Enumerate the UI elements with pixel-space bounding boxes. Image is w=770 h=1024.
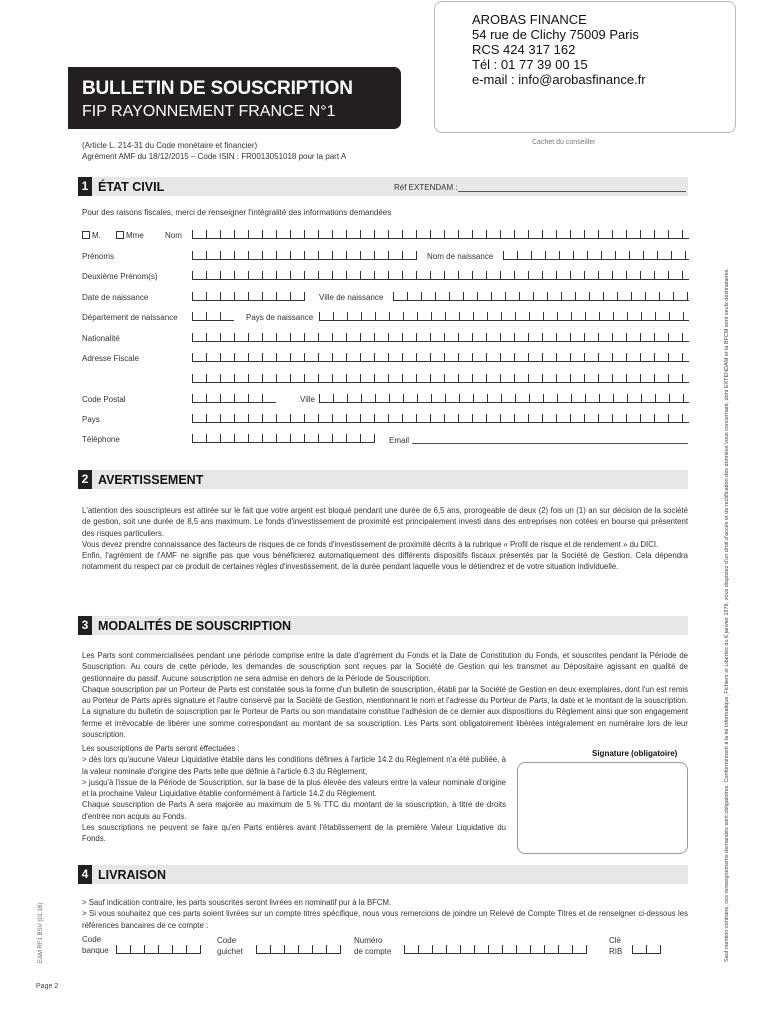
cle-rib-field[interactable] <box>632 945 661 954</box>
email-field[interactable] <box>412 443 688 444</box>
modalites-p1: Les Parts sont commercialisées pendant une période comprise entre la date d'agrément du Fonds et la Date de Constitution du Fonds, et souscrites pendant la Période de Souscription. Au cours de cette période, les demandes de souscription sont reçues par la Société de Gestion qui les transmet au Dépositaire agissant en qualité de gestionnaire du passif. Aucune souscription ne sera admise en dehors de la Période de Souscription. <box>82 651 688 683</box>
section-1-title: ÉTAT CIVIL <box>98 180 165 194</box>
code-postal-label: Code Postal <box>82 395 126 404</box>
pays-naissance-field[interactable] <box>319 312 689 321</box>
modalites-p3: Les souscriptions de Parts seront effectuées : <box>82 744 240 753</box>
modalites-narrow-text <box>82 743 506 845</box>
cle-rib-label-2: RIB <box>609 947 623 956</box>
checkbox-m[interactable] <box>82 231 90 239</box>
nom-label: Nom <box>165 231 182 240</box>
numero-compte-label <box>354 935 391 957</box>
livraison-line-1: > Sauf indication contraire, les parts souscrites seront livrées en nominatif pur à la BFCM. <box>82 898 392 907</box>
nom-field[interactable] <box>192 230 689 239</box>
avertissement-p1: L'attention des souscripteurs est attirée sur le fait que votre argent est bloqué pendant une durée de 6,5 ans, prorogeable de deux (2) fois un (1) an sur décision de la société de gestion, soit une durée de 8,5 ans maximum. Le fonds d'investissement de proximité est principalement investi dans des entreprises non cotées en bourse qui présentent des risques particuliers. <box>82 506 688 538</box>
section-1-band <box>78 177 688 196</box>
section-4-title: LIVRAISON <box>98 868 167 882</box>
code-postal-field[interactable] <box>192 394 276 403</box>
ville-field[interactable] <box>319 394 689 403</box>
cle-rib-label <box>609 935 622 957</box>
date-naissance-field[interactable] <box>192 292 305 301</box>
vertical-legal-note: Sauf mention contraire, ces renseignements demandés sont obligatoires. Conformément à la loi Informatique, Fichiers et Libertés du 6 janvier 1978, vous disposez d'un droit d'accès et de rectification des données vous concernant, dont EXTENDAM et la BFCM sont seuls destinataires. <box>724 268 730 962</box>
adresse-field-1[interactable] <box>192 353 689 362</box>
civility-m-label: M. <box>92 231 101 240</box>
avertissement-p3: Enfin, l'agrément de l'AMF ne signifie pas que vous bénéficierez automatiquement des différents dispositifs fiscaux présentés par la Société de Gestion. Cela dépendra notamment du respect par ce produit de certaines règles d'investissement, de la durée pendant laquelle vous le détiendrez et de votre situation individuelle. <box>82 551 688 572</box>
nationalite-field[interactable] <box>192 333 689 342</box>
section-4-band <box>78 865 688 884</box>
deuxieme-prenom-field[interactable] <box>192 271 689 280</box>
nom-naissance-label: Nom de naissance <box>427 252 494 261</box>
modalites-p5: > jusqu'à l'issue de la Période de Souscription, sur la base de la plus élevée des valeurs entre la valeur nominale d'origine et la prochaine Valeur Liquidative établie conformément à l'article 14.2 du Règlement. <box>82 777 506 799</box>
livraison-line-2: > Si vous souhaitez que ces parts soient livrées sur un compte titres spécifique, nous vous remercions de joindre un Relevé de Compte Titres et de renseigner ci-dessous les références bancaires de ce compte : <box>82 909 688 930</box>
company-rcs: RCS 424 317 162 <box>472 42 576 57</box>
modalites-p6: Chaque souscription de Parts A sera majorée au maximum de 5 % TTC du montant de la souscription, à titre de droits d'entrée non acquis au Fonds. <box>82 800 506 821</box>
code-guichet-label-2: guichet <box>217 947 243 956</box>
prenoms-label: Prénoms <box>82 252 115 261</box>
code-banque-label-2: banque <box>82 946 109 955</box>
article-line-1: (Article L. 214-31 du Code monétaire et financier) <box>82 141 258 150</box>
pays-label: Pays <box>82 415 100 424</box>
company-street: 54 rue de Clichy 75009 Paris <box>472 27 639 42</box>
signature-label: Signature (obligatoire) <box>592 749 678 758</box>
page-title: BULLETIN DE SOUSCRIPTION <box>82 78 353 99</box>
section-3-title: MODALITÉS DE SOUSCRIPTION <box>98 619 292 633</box>
article-line-2: Agrément AMF du 18/12/2015 – Code ISIN : FR0013051018 pour la part A <box>82 152 347 161</box>
ref-extendam-label: Réf EXTENDAM : <box>394 183 458 192</box>
code-banque-label <box>82 934 109 956</box>
code-guichet-field[interactable] <box>256 945 341 954</box>
avertissement-text <box>82 505 688 573</box>
numero-compte-label-2: de compte <box>354 947 392 956</box>
article-reference <box>82 140 346 162</box>
company-name: AROBAS FINANCE <box>472 12 587 27</box>
modalites-p2: Chaque souscription par un Porteur de Parts est constatée sous la forme d'un bulletin de souscription, établi par la Société de Gestion en deux exemplaires, dont l'un est remis au Porteur de Parts après signature et l'autre conservé par la Société de Gestion, mentionnant le nom et l'adresse du Porteur de Parts, la date et le montant de la souscription. La signature du bulletin de souscription par le Porteur de Parts ou son mandataire constitue l'adhésion de ce dernier aux dispositions du Règlement ainsi que son engagement ferme et irrévocable de libérer une somme correspondant au montant de sa souscription. Les Parts sont obligatoirement libérées intégralement en numéraire lors de leur souscription. <box>82 684 688 740</box>
nationalite-label: Nationalité <box>82 334 120 343</box>
signature-box[interactable] <box>517 762 688 854</box>
pays-naissance-label: Pays de naissance <box>246 313 314 322</box>
section-2-number: 2 <box>78 470 92 489</box>
nom-naissance-field[interactable] <box>503 251 689 260</box>
email-label: Email <box>389 436 410 445</box>
ville-naissance-label: Ville de naissance <box>319 293 384 302</box>
modalites-p7: Les souscriptions ne peuvent se faire qu'en Parts entières avant l'établissement de la première Valeur Liquidative du Fonds. <box>82 823 506 844</box>
pays-field[interactable] <box>192 414 689 423</box>
section-2-title: AVERTISSEMENT <box>98 473 204 487</box>
cachet-label: Cachet du conseiller <box>532 139 596 146</box>
checkbox-mme[interactable] <box>116 231 124 239</box>
company-email: e-mail : info@arobasfinance.fr <box>472 72 646 87</box>
livraison-text <box>82 897 688 931</box>
page-subtitle: FIP RAYONNEMENT FRANCE N°1 <box>82 103 336 120</box>
ref-extendam-field[interactable] <box>458 191 686 192</box>
modalites-p4: > dès lors qu'aucune Valeur Liquidative établie dans les conditions définies à l'article 14.2 du Règlement n'a été publiée, à la valeur nominale d'origine des Parts telle que définie à l'article 6.3 du Règlement, <box>82 755 506 776</box>
section-4-number: 4 <box>78 865 92 884</box>
dept-naissance-field[interactable] <box>192 312 234 321</box>
document-reference-code: EAM RF1 BSV (01.16) <box>38 902 44 963</box>
adresse-label: Adresse Fiscale <box>82 354 139 363</box>
code-guichet-label <box>217 935 243 957</box>
civility-m[interactable] <box>82 231 101 240</box>
dept-naissance-label: Département de naissance <box>82 313 178 322</box>
deuxieme-prenom-label: Deuxième Prénom(s) <box>82 272 158 281</box>
company-tel: Tél : 01 77 39 00 15 <box>472 57 588 72</box>
section-1-number: 1 <box>78 177 92 196</box>
code-guichet-label-1: Code <box>217 936 237 945</box>
civility-mme[interactable] <box>116 231 144 240</box>
adresse-field-2[interactable] <box>192 374 689 383</box>
numero-compte-label-1: Numéro <box>354 936 383 945</box>
ville-naissance-field[interactable] <box>393 292 689 301</box>
page-number: Page 2 <box>36 983 59 990</box>
civility-mme-label: Mme <box>126 231 144 240</box>
modalites-text <box>82 650 688 740</box>
telephone-field[interactable] <box>192 434 375 443</box>
numero-compte-field[interactable] <box>404 945 587 954</box>
date-naissance-label: Date de naissance <box>82 293 149 302</box>
company-address <box>472 12 646 87</box>
code-banque-field[interactable] <box>116 945 201 954</box>
cle-rib-label-1: Clé <box>609 936 622 945</box>
telephone-label: Téléphone <box>82 435 120 444</box>
etat-civil-intro: Pour des raisons fiscales, merci de renseigner l'intégralité des informations demandées <box>82 208 392 217</box>
prenoms-field[interactable] <box>192 251 417 260</box>
avertissement-p2: Vous devez prendre connaissance des facteurs de risques de ce fonds d'investissement de proximité décrits à la rubrique « Profil de risque et de rendement » du DICI. <box>82 539 659 549</box>
ville-label: Ville <box>300 395 315 404</box>
section-3-number: 3 <box>78 616 92 635</box>
code-banque-label-1: Code <box>82 935 102 944</box>
